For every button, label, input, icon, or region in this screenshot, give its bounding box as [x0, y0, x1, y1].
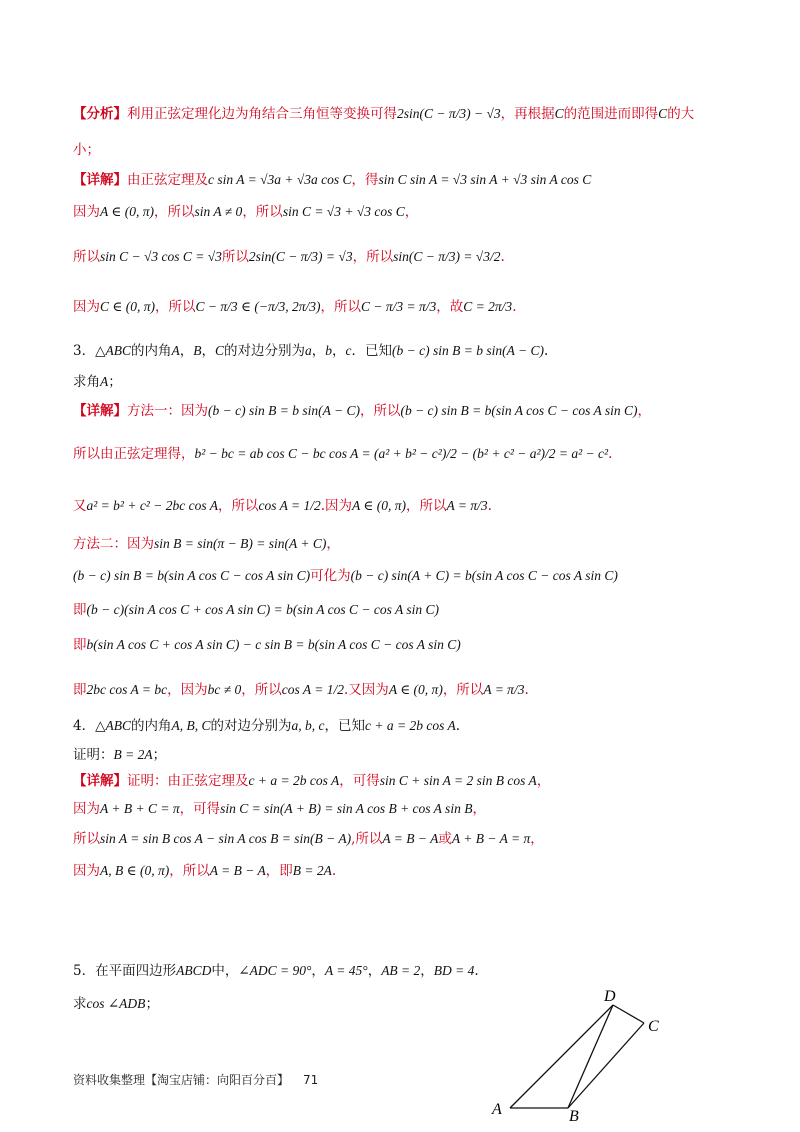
text-segment: ，所以 — [169, 863, 210, 879]
text-segment: ， — [311, 963, 325, 979]
line-l2 — [73, 140, 740, 160]
line-l20 — [73, 799, 740, 819]
math-expression: c sin A = √3a + √3a cos C — [208, 172, 352, 187]
line-l15 — [73, 635, 740, 655]
text-segment: . — [331, 863, 337, 879]
text-segment: 方法二：因为 — [73, 536, 154, 552]
math-expression: A ∈ (0, π) — [352, 498, 407, 513]
text-segment: . — [608, 446, 613, 462]
math-expression: A + B − A = π — [451, 831, 531, 846]
math-expression: (b − c) sin B = b sin(A − C) — [392, 343, 544, 358]
math-expression: (b − c) sin B = b(sin A cos C − cos A sin C) — [400, 403, 638, 418]
math-expression: b(sin A cos C + cos A sin C) − c sin B = b(sin A cos C − cos A sin C) — [86, 637, 461, 652]
math-expression: △ABC — [95, 343, 131, 358]
math-expression: A = π/3 — [446, 498, 488, 513]
math-expression: cos ∠ADB — [86, 996, 146, 1011]
text-segment: ，所以 — [320, 299, 362, 315]
text-segment: 所以 — [221, 249, 249, 265]
line-l7 — [73, 341, 740, 361]
math-expression: B = 2A — [292, 863, 332, 878]
text-segment: ，所以 — [155, 299, 196, 315]
text-segment: ， — [404, 204, 419, 220]
text-segment: 因为 — [73, 299, 100, 315]
line-l10 — [73, 444, 740, 464]
vertex-label-a: A — [492, 1101, 502, 1118]
line-l4 — [73, 202, 740, 222]
math-expression: 2bc cos A = bc — [86, 682, 168, 697]
text-segment: 方法一：因为 — [127, 403, 208, 419]
text-segment: ， — [530, 831, 544, 847]
text-segment: 求 — [73, 996, 87, 1012]
text-segment: 证明：由正弦定理及 — [127, 773, 249, 789]
math-expression: b² − bc = ab cos C − bc cos A = (a² + b² − c²)/2 − (b² + c² − a²)/2 = a² − c² — [194, 446, 609, 461]
section-tag: 【详解】 — [73, 773, 127, 789]
line-l18 — [73, 745, 740, 765]
text-segment: ， — [332, 343, 346, 359]
line-l21 — [73, 829, 740, 849]
text-segment: 4． — [73, 718, 96, 734]
page-footer — [73, 1071, 318, 1088]
math-expression: C — [214, 343, 224, 358]
line-l9 — [73, 401, 740, 421]
line-l23 — [73, 961, 740, 981]
math-expression: C — [658, 106, 668, 121]
math-expression: BD = 4 — [433, 963, 475, 978]
math-expression: sin A ≠ 0 — [194, 204, 243, 219]
math-expression: A = 45° — [324, 963, 368, 978]
line-l11 — [73, 496, 740, 516]
math-expression: c — [345, 343, 352, 358]
quadrilateral-figure — [480, 985, 680, 1125]
line-l3 — [73, 170, 740, 190]
math-expression: (b − c) sin(A + C) = b(sin A cos C − cos A sin C) — [350, 568, 618, 583]
text-segment: . — [455, 718, 460, 734]
text-segment: . — [524, 682, 529, 698]
math-expression: A ∈ (0, π) — [100, 204, 154, 219]
text-segment: . — [474, 963, 479, 979]
line-l1 — [73, 104, 740, 124]
text-segment: ，得 — [351, 172, 379, 188]
page-number: 71 — [303, 1073, 319, 1087]
math-expression: C = 2π/3 — [463, 299, 513, 314]
text-segment: ，所以 — [359, 403, 401, 419]
text-segment: ，故 — [436, 299, 464, 315]
line-l14 — [73, 600, 740, 620]
text-segment: 求角 — [73, 374, 100, 390]
math-expression: A = B − A — [209, 863, 266, 878]
line-l13 — [73, 566, 740, 586]
math-expression: sin A = sin B cos A − sin A cos B = sin(B − A) — [100, 831, 352, 846]
line-l6 — [73, 297, 740, 317]
text-segment: ； — [108, 374, 122, 390]
math-expression: a² = b² + c² − 2bc cos A — [86, 498, 218, 513]
text-segment: . — [487, 498, 492, 514]
math-expression: A = π/3 — [483, 682, 525, 697]
text-segment: 小； — [73, 142, 100, 158]
math-expression: 2sin(C − π/3) − √3 — [397, 106, 501, 121]
text-segment: 的范围进而即得 — [563, 106, 659, 122]
text-segment: 所以由正弦定理得， — [73, 446, 195, 462]
math-expression: A = B − A — [382, 831, 439, 846]
math-expression: c + a = 2b cos A — [364, 718, 456, 733]
math-expression: sin(C − π/3) = √3/2 — [393, 249, 501, 264]
math-expression: b — [325, 343, 332, 358]
math-expression: sin C sin A = √3 sin A + √3 sin A cos C — [378, 172, 592, 187]
text-segment: ，所以 — [406, 498, 447, 514]
math-expression: bc ≠ 0 — [207, 682, 242, 697]
math-expression: ABCD — [176, 963, 212, 978]
math-expression: C ∈ (0, π) — [100, 299, 156, 314]
text-segment: ，所以 — [242, 204, 283, 220]
math-expression: sin C = √3 + √3 cos C — [282, 204, 405, 219]
math-expression: 2sin(C − π/3) = √3 — [248, 249, 353, 264]
text-segment: ， — [201, 343, 215, 359]
math-expression: C — [554, 106, 564, 121]
text-segment: ， — [311, 343, 326, 359]
line-l22 — [73, 861, 740, 881]
text-segment: 的对边分别为 — [224, 343, 305, 359]
line-l17 — [73, 716, 740, 736]
vertex-label-c: C — [648, 1018, 659, 1035]
math-expression: sin B = sin(π − B) = sin(A + C) — [154, 536, 327, 551]
text-segment: 的对边分别为 — [210, 718, 292, 734]
text-segment: 即 — [73, 682, 87, 698]
text-segment: 的内角 — [130, 718, 172, 734]
text-segment: ，可得 — [339, 773, 380, 789]
text-segment: ，所以 — [352, 249, 394, 265]
text-segment: 所以 — [73, 249, 100, 265]
text-segment: ，即 — [265, 863, 293, 879]
math-expression: △ABC — [95, 718, 131, 733]
math-expression: (b − c) sin B = b(sin A cos C − cos A sin C) — [73, 568, 311, 583]
vertex-label-b: B — [569, 1108, 579, 1125]
section-tag: 【分析】 — [73, 106, 127, 122]
math-expression: A — [171, 343, 180, 358]
math-expression: C − π/3 ∈ (−π/3, 2π/3) — [195, 299, 321, 314]
text-segment: ； — [152, 747, 167, 763]
math-expression: a — [305, 343, 312, 358]
text-segment: 因为 — [73, 863, 100, 879]
text-segment: ，所以 — [241, 682, 282, 698]
math-expression: a, b, c — [291, 718, 325, 733]
math-expression: C − π/3 = π/3 — [361, 299, 437, 314]
footer-text: 资料收集整理【淘宝店铺：向阳百分百】 — [73, 1073, 290, 1087]
text-segment: ， — [179, 343, 194, 359]
line-l12 — [73, 534, 740, 554]
text-segment: 即 — [73, 637, 87, 653]
text-segment: ， — [472, 801, 486, 817]
math-expression: A ∈ (0, π) — [388, 682, 443, 697]
math-expression: B — [193, 343, 202, 358]
math-expression: AB = 2 — [381, 963, 421, 978]
text-segment: . — [543, 343, 549, 359]
text-segment: ．已知 — [351, 343, 392, 359]
edge-ad — [510, 1005, 613, 1108]
line-l5 — [73, 247, 740, 267]
line-l16 — [73, 680, 740, 700]
text-segment: 5．在平面四边形 — [73, 963, 177, 979]
text-segment: 所以 — [73, 831, 100, 847]
text-segment: . — [500, 249, 505, 265]
math-expression: B = 2A — [113, 747, 153, 762]
vertex-label-d: D — [604, 988, 616, 1005]
text-segment: 即 — [73, 602, 87, 618]
math-expression: sin C − √3 cos C = √3 — [100, 249, 222, 264]
math-expression: cos A = 1/2 — [281, 682, 345, 697]
line-l8 — [73, 372, 740, 392]
text-segment: 由正弦定理及 — [127, 172, 208, 188]
math-expression: A + B + C = π — [100, 801, 180, 816]
text-segment: 或 — [438, 831, 452, 847]
text-segment: ，所以 — [217, 498, 259, 514]
math-expression: (b − c) sin B = b sin(A − C) — [208, 403, 360, 418]
math-expression: sin C + sin A = 2 sin B cos A — [379, 773, 537, 788]
text-segment: .又因为 — [344, 682, 389, 698]
edge-bc — [568, 1023, 644, 1108]
text-segment: 的内角 — [130, 343, 172, 359]
math-expression: ∠ADC = 90° — [238, 963, 312, 978]
text-segment: ； — [145, 996, 159, 1012]
text-segment: ， — [536, 773, 551, 789]
text-segment: 中， — [211, 963, 239, 979]
text-segment: 证明： — [73, 747, 114, 763]
text-segment: ，因为 — [167, 682, 208, 698]
text-segment: ， — [420, 963, 434, 979]
math-expression: cos A = 1/2 — [258, 498, 321, 513]
math-expression: A, B, C — [171, 718, 211, 733]
text-segment: ，已知 — [324, 718, 365, 734]
text-segment: ， — [637, 403, 652, 419]
text-segment: 因为 — [73, 801, 100, 817]
text-segment: 3． — [73, 343, 96, 359]
math-expression: A — [100, 374, 109, 389]
section-tag: 【详解】 — [73, 403, 127, 419]
text-segment: 又 — [73, 498, 87, 514]
text-segment: 利用正弦定理化边为角结合三角恒等变换可得 — [127, 106, 397, 122]
text-segment: 因为 — [73, 204, 100, 220]
text-segment: 的大 — [667, 106, 695, 122]
math-expression: A, B ∈ (0, π) — [100, 863, 170, 878]
text-segment: ，所以 — [154, 204, 195, 220]
text-segment: ， — [326, 536, 340, 552]
text-segment: ,所以 — [351, 831, 383, 847]
edge-bd — [568, 1005, 613, 1108]
text-segment: ， — [367, 963, 382, 979]
text-segment: ，再根据 — [500, 106, 555, 122]
section-tag: 【详解】 — [73, 172, 127, 188]
text-segment: .因为 — [320, 498, 353, 514]
math-expression: sin C = sin(A + B) = sin A cos B + cos A sin B — [220, 801, 473, 816]
text-segment: ，所以 — [442, 682, 484, 698]
text-segment: ，可得 — [179, 801, 221, 817]
text-segment: 可化为 — [310, 568, 351, 584]
line-l19 — [73, 771, 740, 791]
edge-dc — [613, 1005, 644, 1023]
math-expression: (b − c)(sin A cos C + cos A sin C) = b(sin A cos C − cos A sin C) — [86, 602, 439, 617]
text-segment: . — [512, 299, 517, 315]
math-expression: c + a = 2b cos A — [248, 773, 340, 788]
